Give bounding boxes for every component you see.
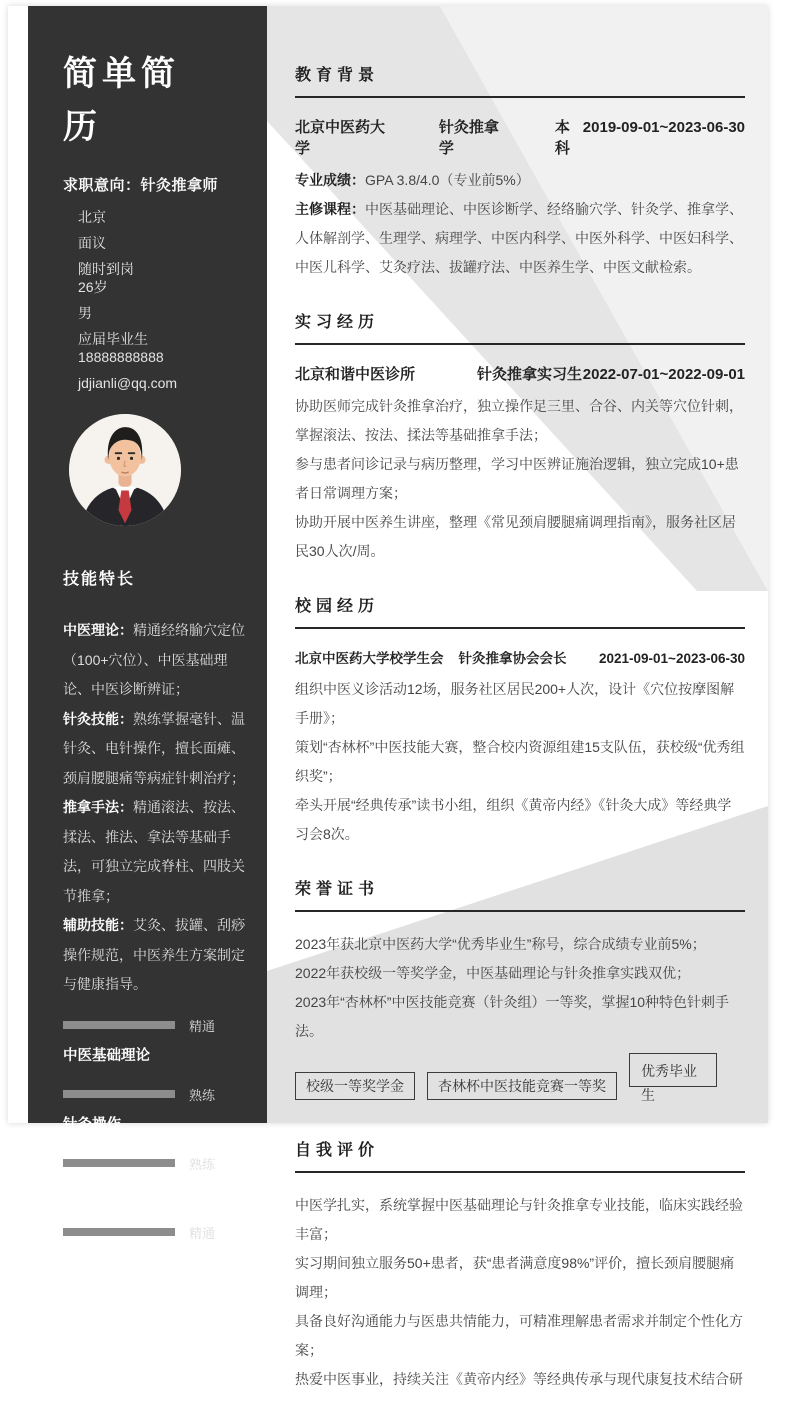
internship-detail [295, 392, 745, 566]
proficiency-name: 中医基础理论 [63, 1047, 150, 1064]
skill-paragraph [63, 793, 245, 911]
internship-bullet: 协助开展中医养生讲座，整理《常见颈肩腰腿痛调理指南》，服务社区居民30人次/周。 [295, 514, 736, 559]
skill-paragraph [63, 911, 245, 1000]
contact-age: 26岁 [78, 279, 108, 295]
honors-detail [295, 930, 745, 1046]
section-divider [295, 343, 745, 345]
skill-paragraph [63, 616, 245, 705]
section-divider [295, 96, 745, 98]
skill-label: 辅助技能： [63, 917, 133, 933]
campus-bullet: 组织中医义诊活动12场，服务社区居民200+人次，设计《穴位按摩图解手册》； [295, 681, 735, 726]
major-name: 针灸推拿学 [438, 119, 499, 157]
section-self-evaluation [295, 1137, 745, 1394]
internship-row [295, 363, 745, 384]
sidebar [28, 6, 267, 1271]
avatar [69, 414, 181, 526]
courses-label: 主修课程： [295, 201, 365, 217]
contact-salary: 面议 [78, 235, 106, 251]
honor-tags [295, 1053, 745, 1110]
contact-phone: 18888888888 [78, 349, 164, 365]
proficiency-level: 熟练 [189, 1156, 216, 1172]
campus-bullet: 牵头开展“经典传承”读书小组，组织《黄帝内经》《针灸大成》等经典学习会8次。 [295, 797, 732, 842]
campus-org: 北京中医药大学校学生会 [295, 651, 444, 666]
contact-gender: 男 [78, 305, 92, 321]
main-content [295, 6, 745, 1421]
campus-detail [295, 675, 745, 849]
internship-bullet: 协助医师完成针灸推拿治疗，独立操作足三里、合谷、内关等穴位针刺，掌握滚法、按法、揉法等基础推拿手法； [295, 398, 743, 443]
section-heading: 荣誉证书 [295, 881, 380, 898]
internship-period: 2022-07-01~2022-09-01 [582, 366, 745, 383]
section-divider [295, 910, 745, 912]
proficiency-item [63, 1223, 245, 1272]
section-education [295, 62, 745, 282]
education-period: 2019-09-01~2023-06-30 [582, 119, 746, 136]
proficiency-item [63, 1085, 245, 1134]
skill-label: 针灸技能： [63, 710, 133, 727]
proficiency-name: 穴位定位 [63, 1254, 121, 1271]
skill-label: 推拿手法： [63, 799, 133, 815]
contact-status: 应届毕业生 [78, 331, 148, 347]
section-campus [295, 593, 745, 849]
internship-bullet: 参与患者问诊记录与病历整理，学习中医辨证施治逻辑，独立完成10+患者日常调理方案； [295, 456, 739, 501]
gpa-line [295, 166, 745, 195]
degree: 本科 [554, 119, 570, 157]
campus-bullet: 策划“杏林杯”中医技能大赛，整合校内资源组建15支队伍，获校级“优秀组织奖”； [295, 739, 745, 784]
internship-org: 北京和谐中医诊所 [295, 366, 416, 383]
honors-bullet: 2022年获校级一等奖学金，中医基础理论与针灸推拿实践双优； [295, 965, 691, 981]
contact-info [78, 209, 245, 392]
contact-availability: 随时到岗 [78, 261, 134, 277]
self-evaluation-bullet: 中医学扎实，系统掌握中医基础理论与针灸推拿专业技能，临床实践经验丰富； [295, 1197, 743, 1242]
proficiency-bar [63, 1021, 175, 1029]
campus-role: 针灸推拿协会会长 [458, 651, 567, 666]
section-heading: 自我评价 [295, 1142, 380, 1159]
proficiency-name: 推拿手法 [63, 1185, 121, 1202]
self-evaluation-bullet: 具备良好沟通能力与医患共情能力，可精准理解患者需求并制定个性化方案； [295, 1313, 743, 1358]
skills-text [63, 616, 245, 1000]
section-divider [295, 1171, 745, 1173]
honors-bullet: 2023年“杏林杯”中医技能竞赛（针灸组）一等奖，掌握10种特色针刺手法。 [295, 994, 730, 1039]
section-internship [295, 309, 745, 566]
proficiency-bar [63, 1090, 175, 1098]
section-heading: 校园经历 [295, 598, 380, 615]
honor-tag: 校级一等奖学金 [295, 1072, 415, 1100]
honors-bullet: 2023年获北京中医药大学“优秀毕业生”称号，综合成绩专业前5%； [295, 936, 706, 952]
proficiency-level: 精通 [189, 1018, 216, 1034]
resume-page [8, 6, 768, 1387]
courses-line [295, 195, 745, 282]
section-divider [295, 627, 745, 629]
education-detail [295, 166, 745, 282]
skill-detail: 熟练掌握毫针、温针灸、电针操作，擅长面瘫、颈肩腰腿痛等病症针刺治疗； [63, 710, 245, 786]
proficiency-bar [63, 1159, 175, 1167]
school-name: 北京中医药大学 [295, 119, 386, 157]
campus-period: 2021-09-01~2023-06-30 [599, 651, 745, 666]
proficiency-level: 精通 [189, 1225, 216, 1241]
honor-tag: 杏林杯中医技能竞赛一等奖 [427, 1072, 617, 1100]
skill-detail: 精通滚法、按法、揉法、推法、拿法等基础手法，可独立完成脊柱、四肢关节推拿； [63, 799, 245, 904]
honor-tag: 优秀毕业生 [629, 1053, 717, 1087]
contact-email: jdjianli@qq.com [78, 375, 178, 391]
section-heading: 实习经历 [295, 314, 380, 331]
resume-title: 简单简历 [63, 55, 180, 146]
avatar-illustration [69, 414, 181, 526]
gpa-value: GPA 3.8/4.0（专业前5%） [365, 172, 530, 188]
skill-detail: 精通经络腧穴定位（100+穴位）、中医基础理论、中医诊断辨证； [63, 622, 245, 697]
education-row [295, 116, 745, 158]
internship-role: 针灸推拿实习生 [477, 366, 583, 383]
proficiency-item [63, 1154, 245, 1203]
proficiency-list [63, 1016, 245, 1272]
gpa-label: 专业成绩： [295, 172, 365, 188]
proficiency-name: 针灸操作 [63, 1116, 121, 1133]
contact-city: 北京 [78, 209, 106, 225]
self-evaluation-bullet: 热爱中医事业，持续关注《黄帝内经》等经典传承与现代康复技术结合研 [295, 1371, 743, 1387]
job-objective: 求职意向：针灸推拿师 [63, 177, 219, 194]
proficiency-bar [63, 1228, 175, 1236]
self-evaluation-bullet: 实习期间独立服务50+患者，获“患者满意度98%”评价，擅长颈肩腰腿痛调理； [295, 1255, 735, 1300]
skill-paragraph [63, 705, 245, 794]
section-honors [295, 876, 745, 1110]
courses-value: 中医基础理论、中医诊断学、经络腧穴学、针灸学、推拿学、人体解剖学、生理学、病理学、中医内科学、中医外科学、中医妇科学、中医儿科学、艾灸疗法、拔罐疗法、中医养生学、中医文献检索。 [295, 201, 743, 275]
campus-row [295, 647, 745, 667]
skill-detail: 艾灸、拔罐、刮痧操作规范，中医养生方案制定与健康指导。 [63, 917, 245, 992]
skills-heading: 技能特长 [63, 571, 136, 588]
section-heading: 教育背景 [295, 67, 380, 84]
self-evaluation-detail [295, 1191, 745, 1394]
proficiency-item [63, 1016, 245, 1065]
skill-label: 中医理论： [63, 622, 133, 638]
proficiency-level: 熟练 [189, 1087, 216, 1103]
